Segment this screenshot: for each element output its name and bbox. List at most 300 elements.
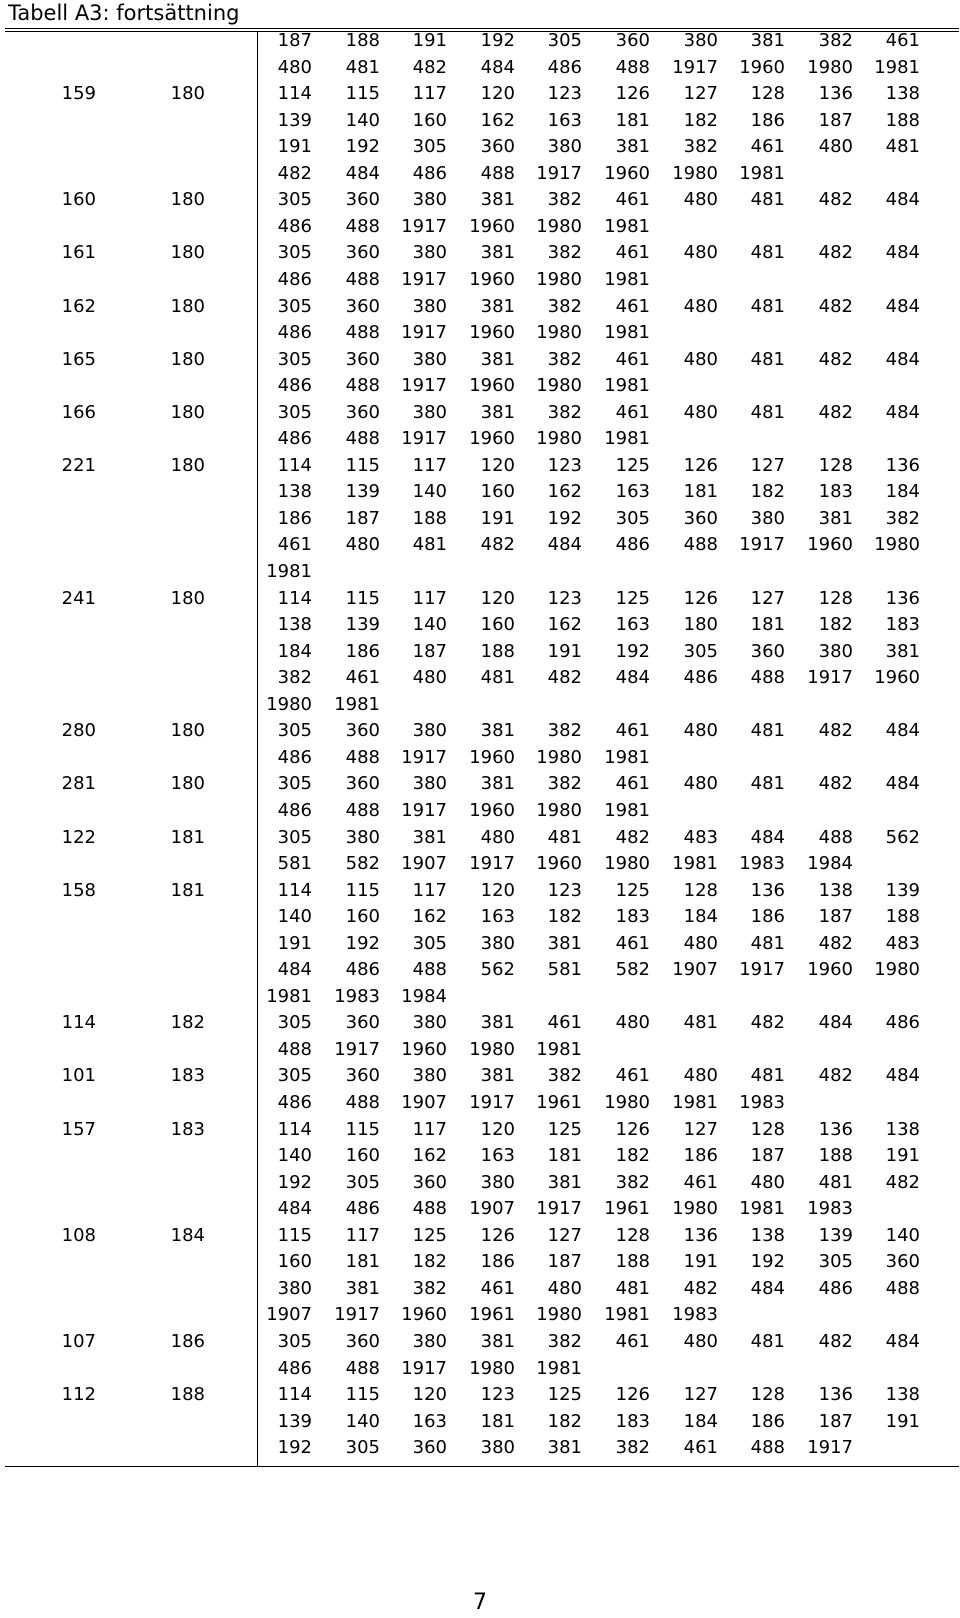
value-cell: 181 xyxy=(547,1145,582,1167)
row-group-cell xyxy=(135,664,205,691)
value-cell: 187 xyxy=(818,906,853,928)
row-group-cell xyxy=(135,1142,205,1169)
value-cell: 120 xyxy=(480,879,515,901)
value-cell: 382 xyxy=(547,1065,582,1087)
row-id-cell: 162 xyxy=(61,295,96,317)
value-cell: 380 xyxy=(683,30,718,51)
value-cell: 140 xyxy=(885,1224,920,1246)
row-group-cell xyxy=(135,531,205,558)
value-cell: 481 xyxy=(750,932,785,954)
value-cell: 191 xyxy=(412,30,447,51)
value-cell: 115 xyxy=(345,1384,380,1406)
table-row xyxy=(0,903,960,930)
value-cell: 139 xyxy=(818,1224,853,1246)
value-cell: 380 xyxy=(480,1171,515,1193)
value-cell: 1961 xyxy=(469,1304,515,1326)
row-group-cell: 184 xyxy=(170,1224,205,1246)
value-cell: 381 xyxy=(547,932,582,954)
value-cell: 160 xyxy=(412,109,447,131)
row-id-cell: 165 xyxy=(61,348,96,370)
value-cell: 381 xyxy=(480,1065,515,1087)
row-group-cell xyxy=(135,107,205,134)
value-cell: 484 xyxy=(885,189,920,211)
value-cell: 461 xyxy=(615,348,650,370)
value-cell: 117 xyxy=(412,83,447,105)
value-cell: 380 xyxy=(277,1277,312,1299)
value-cell: 305 xyxy=(277,242,312,264)
value-cell: 484 xyxy=(885,295,920,317)
row-group-cell xyxy=(135,903,205,930)
row-id-cell: 112 xyxy=(61,1384,96,1406)
value-cell: 481 xyxy=(750,401,785,423)
value-cell: 482 xyxy=(818,720,853,742)
value-cell: 1907 xyxy=(401,1092,447,1113)
value-cell: 136 xyxy=(818,1118,853,1140)
value-cell: 127 xyxy=(750,587,785,609)
value-cell: 482 xyxy=(683,1277,718,1299)
value-cell: 182 xyxy=(547,1410,582,1432)
value-cell: 1917 xyxy=(469,1092,515,1113)
row-id-cell xyxy=(26,638,96,665)
value-cell: 582 xyxy=(615,959,650,981)
row-id-cell xyxy=(26,27,96,54)
value-cell: 484 xyxy=(750,826,785,848)
value-cell: 186 xyxy=(277,507,312,529)
value-cell: 120 xyxy=(480,1118,515,1140)
value-cell: 163 xyxy=(412,1410,447,1432)
value-cell: 360 xyxy=(345,189,380,211)
value-cell: 136 xyxy=(818,83,853,105)
value-cell: 128 xyxy=(818,587,853,609)
table-row xyxy=(0,186,960,213)
value-cell: 381 xyxy=(818,507,853,529)
value-cell: 160 xyxy=(480,481,515,503)
value-cell: 488 xyxy=(345,746,380,768)
table-row xyxy=(0,372,960,399)
value-cell: 128 xyxy=(750,83,785,105)
value-cell: 115 xyxy=(345,83,380,105)
row-id-cell: 108 xyxy=(61,1224,96,1246)
value-cell: 481 xyxy=(615,1277,650,1299)
row-group-cell: 180 xyxy=(170,295,205,317)
value-cell: 305 xyxy=(277,1012,312,1034)
table-row xyxy=(0,239,960,266)
value-cell: 1960 xyxy=(807,959,853,981)
value-cell: 182 xyxy=(818,614,853,636)
table-row xyxy=(0,877,960,904)
value-cell: 188 xyxy=(345,30,380,51)
value-cell: 486 xyxy=(277,1357,312,1379)
row-group-cell xyxy=(135,372,205,399)
value-cell: 484 xyxy=(885,401,920,423)
table-row xyxy=(0,1434,960,1461)
row-id-cell xyxy=(26,1036,96,1063)
table-row xyxy=(0,956,960,983)
value-cell: 114 xyxy=(277,879,312,901)
value-cell: 484 xyxy=(345,162,380,184)
value-cell: 481 xyxy=(547,826,582,848)
value-cell: 582 xyxy=(345,853,380,875)
row-id-cell: 221 xyxy=(61,454,96,476)
value-cell: 488 xyxy=(412,959,447,981)
row-id-cell xyxy=(26,107,96,134)
value-cell: 1983 xyxy=(739,853,785,875)
value-cell: 488 xyxy=(345,1357,380,1379)
value-cell: 482 xyxy=(277,162,312,184)
row-id-cell xyxy=(26,425,96,452)
value-cell: 488 xyxy=(615,56,650,78)
value-cell: 1917 xyxy=(401,428,447,450)
value-cell: 380 xyxy=(412,1065,447,1087)
value-cell: 480 xyxy=(277,56,312,78)
value-cell: 160 xyxy=(277,1251,312,1273)
value-cell: 488 xyxy=(412,1198,447,1220)
value-cell: 486 xyxy=(277,215,312,237)
row-id-cell xyxy=(26,611,96,638)
value-cell: 380 xyxy=(412,189,447,211)
value-cell: 114 xyxy=(277,83,312,105)
value-cell: 481 xyxy=(412,534,447,556)
value-cell: 1980 xyxy=(536,215,582,237)
value-cell: 1980 xyxy=(672,1198,718,1220)
row-group-cell xyxy=(135,1248,205,1275)
row-group-cell: 183 xyxy=(170,1065,205,1087)
row-id-cell: 281 xyxy=(61,773,96,795)
table-row xyxy=(0,850,960,877)
value-cell: 1917 xyxy=(536,1198,582,1220)
value-cell: 482 xyxy=(885,1171,920,1193)
table-row xyxy=(0,346,960,373)
value-cell: 123 xyxy=(547,83,582,105)
row-id-cell xyxy=(26,160,96,187)
value-cell: 480 xyxy=(683,401,718,423)
row-id-cell xyxy=(26,691,96,718)
value-cell: 380 xyxy=(412,773,447,795)
value-cell: 182 xyxy=(547,906,582,928)
table-row xyxy=(0,983,960,1010)
value-cell: 191 xyxy=(480,507,515,529)
value-cell: 123 xyxy=(547,454,582,476)
value-cell: 128 xyxy=(615,1224,650,1246)
value-cell: 482 xyxy=(412,56,447,78)
value-cell: 117 xyxy=(412,1118,447,1140)
value-cell: 481 xyxy=(885,136,920,158)
value-cell: 183 xyxy=(615,906,650,928)
value-cell: 480 xyxy=(547,1277,582,1299)
value-cell: 488 xyxy=(345,1092,380,1113)
value-cell: 382 xyxy=(547,295,582,317)
table-row xyxy=(0,531,960,558)
value-cell: 486 xyxy=(277,375,312,397)
page-number: 7 xyxy=(473,1590,487,1615)
value-cell: 1980 xyxy=(874,959,920,981)
value-cell: 138 xyxy=(277,481,312,503)
row-group-cell: 180 xyxy=(170,242,205,264)
value-cell: 380 xyxy=(412,242,447,264)
value-cell: 381 xyxy=(750,30,785,51)
value-cell: 1980 xyxy=(469,1357,515,1379)
value-cell: 484 xyxy=(750,1277,785,1299)
value-cell: 482 xyxy=(818,1065,853,1087)
value-cell: 1981 xyxy=(604,1304,650,1326)
value-cell: 1917 xyxy=(536,162,582,184)
value-cell: 1983 xyxy=(334,985,380,1007)
value-cell: 480 xyxy=(683,1330,718,1352)
value-cell: 488 xyxy=(818,826,853,848)
value-cell: 125 xyxy=(547,1384,582,1406)
value-cell: 188 xyxy=(480,640,515,662)
value-cell: 187 xyxy=(345,507,380,529)
value-cell: 136 xyxy=(885,587,920,609)
row-group-cell xyxy=(135,744,205,771)
value-cell: 1981 xyxy=(604,322,650,344)
value-cell: 381 xyxy=(412,826,447,848)
row-id-cell: 159 xyxy=(61,83,96,105)
value-cell: 1960 xyxy=(469,428,515,450)
value-cell: 381 xyxy=(480,401,515,423)
row-id-cell xyxy=(26,1248,96,1275)
value-cell: 360 xyxy=(345,401,380,423)
table-row xyxy=(0,133,960,160)
value-cell: 126 xyxy=(615,83,650,105)
row-group-cell xyxy=(135,850,205,877)
table-row xyxy=(0,107,960,134)
value-cell: 184 xyxy=(683,1410,718,1432)
value-cell: 461 xyxy=(615,932,650,954)
value-cell: 483 xyxy=(683,826,718,848)
value-cell: 1917 xyxy=(672,56,718,78)
value-cell: 380 xyxy=(412,1330,447,1352)
value-cell: 136 xyxy=(885,454,920,476)
value-cell: 1960 xyxy=(807,534,853,556)
table-row xyxy=(0,1142,960,1169)
value-cell: 481 xyxy=(818,1171,853,1193)
value-cell: 191 xyxy=(885,1410,920,1432)
row-id-cell: 280 xyxy=(61,720,96,742)
value-cell: 1960 xyxy=(469,268,515,290)
row-group-cell: 181 xyxy=(170,879,205,901)
row-group-cell xyxy=(135,319,205,346)
value-cell: 461 xyxy=(345,667,380,689)
value-cell: 484 xyxy=(885,1065,920,1087)
value-cell: 117 xyxy=(345,1224,380,1246)
value-cell: 380 xyxy=(547,136,582,158)
value-cell: 1981 xyxy=(874,56,920,78)
value-cell: 1907 xyxy=(266,1304,312,1326)
value-cell: 1981 xyxy=(604,799,650,821)
value-cell: 488 xyxy=(277,1038,312,1060)
value-cell: 115 xyxy=(345,1118,380,1140)
value-cell: 1981 xyxy=(536,1357,582,1379)
value-cell: 1980 xyxy=(469,1038,515,1060)
value-cell: 382 xyxy=(547,348,582,370)
value-cell: 360 xyxy=(345,773,380,795)
value-cell: 481 xyxy=(750,1065,785,1087)
value-cell: 360 xyxy=(885,1251,920,1273)
value-cell: 305 xyxy=(345,1171,380,1193)
table-row xyxy=(0,930,960,957)
value-cell: 305 xyxy=(683,640,718,662)
value-cell: 128 xyxy=(683,879,718,901)
value-cell: 382 xyxy=(412,1277,447,1299)
value-cell: 136 xyxy=(818,1384,853,1406)
value-cell: 188 xyxy=(615,1251,650,1273)
value-cell: 381 xyxy=(480,773,515,795)
value-cell: 1917 xyxy=(401,799,447,821)
value-cell: 480 xyxy=(818,136,853,158)
value-cell: 191 xyxy=(885,1145,920,1167)
value-cell: 1981 xyxy=(536,1038,582,1060)
value-cell: 162 xyxy=(412,906,447,928)
value-cell: 360 xyxy=(345,242,380,264)
value-cell: 1980 xyxy=(672,162,718,184)
value-cell: 1960 xyxy=(469,215,515,237)
value-cell: 481 xyxy=(345,56,380,78)
value-cell: 1980 xyxy=(536,1304,582,1326)
table-row xyxy=(0,1275,960,1302)
value-cell: 482 xyxy=(480,534,515,556)
value-cell: 305 xyxy=(277,720,312,742)
value-cell: 1981 xyxy=(672,1092,718,1113)
row-id-cell: 157 xyxy=(61,1118,96,1140)
row-group-cell xyxy=(135,691,205,718)
value-cell: 126 xyxy=(615,1118,650,1140)
row-id-cell: 101 xyxy=(61,1065,96,1087)
value-cell: 163 xyxy=(615,614,650,636)
value-cell: 186 xyxy=(750,906,785,928)
value-cell: 480 xyxy=(683,189,718,211)
value-cell: 163 xyxy=(480,906,515,928)
value-cell: 305 xyxy=(412,932,447,954)
value-cell: 163 xyxy=(480,1145,515,1167)
value-cell: 181 xyxy=(615,109,650,131)
value-cell: 160 xyxy=(345,1145,380,1167)
value-cell: 482 xyxy=(547,667,582,689)
table-row xyxy=(0,160,960,187)
bottom-rule xyxy=(5,1466,959,1467)
value-cell: 1981 xyxy=(266,561,312,582)
value-cell: 182 xyxy=(750,481,785,503)
row-group-cell xyxy=(135,983,205,1010)
value-cell: 1960 xyxy=(469,799,515,821)
value-cell: 381 xyxy=(480,189,515,211)
row-group-cell: 180 xyxy=(170,83,205,105)
row-group-cell: 180 xyxy=(170,189,205,211)
value-cell: 461 xyxy=(683,1437,718,1459)
value-cell: 182 xyxy=(412,1251,447,1273)
value-cell: 1980 xyxy=(807,56,853,78)
value-cell: 1981 xyxy=(604,375,650,397)
value-cell: 1980 xyxy=(536,428,582,450)
value-cell: 461 xyxy=(615,242,650,264)
value-cell: 380 xyxy=(480,1437,515,1459)
value-cell: 1917 xyxy=(807,667,853,689)
row-id-cell xyxy=(26,213,96,240)
value-cell: 360 xyxy=(480,136,515,158)
value-cell: 305 xyxy=(412,136,447,158)
value-cell: 482 xyxy=(615,826,650,848)
row-group-cell xyxy=(135,133,205,160)
value-cell: 486 xyxy=(277,799,312,821)
table-row xyxy=(0,54,960,81)
table-row xyxy=(0,744,960,771)
table-row xyxy=(0,1062,960,1089)
value-cell: 382 xyxy=(277,667,312,689)
value-cell: 126 xyxy=(683,587,718,609)
value-cell: 192 xyxy=(345,932,380,954)
value-cell: 484 xyxy=(885,720,920,742)
value-cell: 360 xyxy=(412,1437,447,1459)
row-group-cell: 182 xyxy=(170,1012,205,1034)
value-cell: 481 xyxy=(750,720,785,742)
row-id-cell xyxy=(26,903,96,930)
value-cell: 117 xyxy=(412,587,447,609)
value-cell: 183 xyxy=(885,614,920,636)
value-cell: 192 xyxy=(277,1171,312,1193)
value-cell: 380 xyxy=(412,401,447,423)
value-cell: 461 xyxy=(750,136,785,158)
value-cell: 1917 xyxy=(401,268,447,290)
value-cell: 191 xyxy=(277,932,312,954)
value-cell: 127 xyxy=(750,454,785,476)
value-cell: 305 xyxy=(277,1065,312,1087)
value-cell: 360 xyxy=(345,1330,380,1352)
value-cell: 382 xyxy=(615,1437,650,1459)
value-cell: 488 xyxy=(480,162,515,184)
value-cell: 581 xyxy=(277,853,312,875)
value-cell: 488 xyxy=(345,799,380,821)
value-cell: 1981 xyxy=(334,693,380,715)
table-row xyxy=(0,1089,960,1116)
value-cell: 1981 xyxy=(739,1198,785,1220)
value-cell: 480 xyxy=(683,720,718,742)
value-cell: 1981 xyxy=(604,746,650,768)
value-cell: 484 xyxy=(547,534,582,556)
value-cell: 480 xyxy=(480,826,515,848)
value-cell: 380 xyxy=(345,826,380,848)
value-cell: 127 xyxy=(547,1224,582,1246)
value-cell: 360 xyxy=(345,720,380,742)
value-cell: 126 xyxy=(615,1384,650,1406)
value-cell: 1980 xyxy=(536,322,582,344)
value-cell: 181 xyxy=(750,614,785,636)
row-group-cell xyxy=(135,160,205,187)
value-cell: 123 xyxy=(547,879,582,901)
value-cell: 480 xyxy=(683,932,718,954)
value-cell: 138 xyxy=(885,1384,920,1406)
value-cell: 117 xyxy=(412,879,447,901)
value-cell: 1917 xyxy=(401,375,447,397)
value-cell: 305 xyxy=(818,1251,853,1273)
value-cell: 484 xyxy=(885,1330,920,1352)
table-row xyxy=(0,1009,960,1036)
value-cell: 482 xyxy=(818,189,853,211)
value-cell: 305 xyxy=(277,189,312,211)
value-cell: 115 xyxy=(345,879,380,901)
value-cell: 1960 xyxy=(469,322,515,344)
value-cell: 461 xyxy=(615,189,650,211)
value-cell: 187 xyxy=(818,1410,853,1432)
value-cell: 126 xyxy=(683,454,718,476)
value-cell: 482 xyxy=(818,932,853,954)
value-cell: 114 xyxy=(277,1118,312,1140)
value-cell: 191 xyxy=(277,136,312,158)
table-row xyxy=(0,478,960,505)
value-cell: 1980 xyxy=(874,534,920,556)
value-cell: 188 xyxy=(885,109,920,131)
column-divider xyxy=(257,32,258,1466)
value-cell: 360 xyxy=(412,1171,447,1193)
